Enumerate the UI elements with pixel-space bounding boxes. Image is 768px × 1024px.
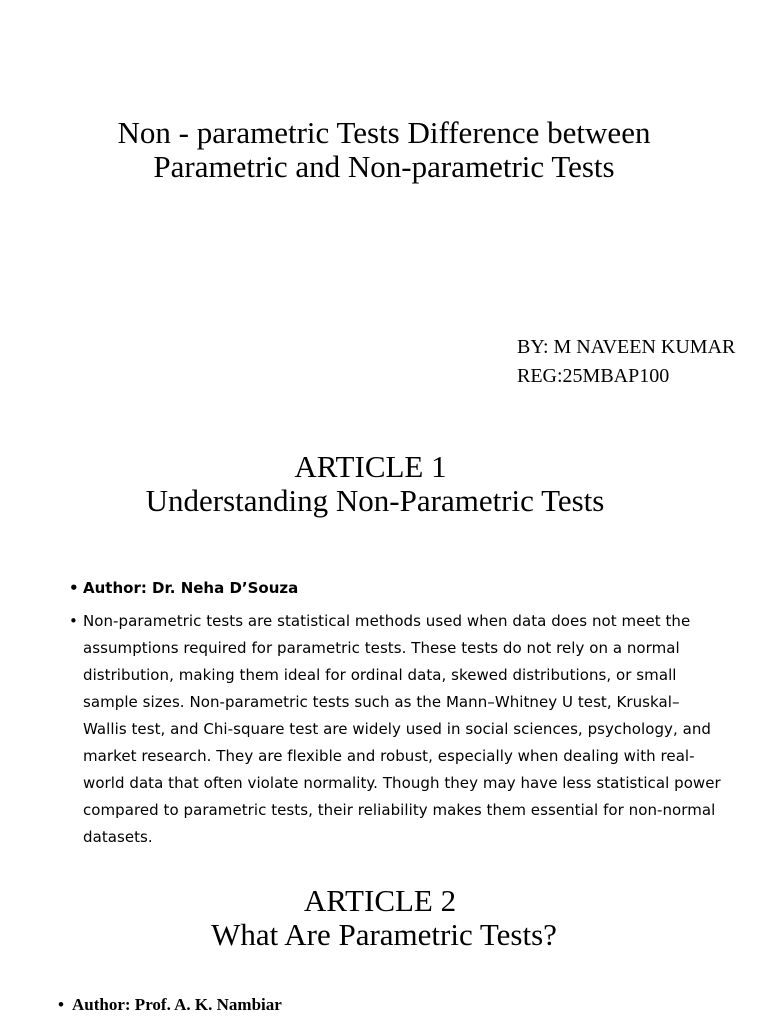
registration-number: REG:25MBAP100 [517, 365, 670, 387]
article-2-title: What Are Parametric Tests? [211, 917, 557, 952]
article-1-heading [0, 450, 768, 518]
bullet-icon: • [69, 579, 79, 597]
article-2-heading [0, 884, 768, 952]
list-item [69, 575, 723, 602]
title-line-2: Parametric and Non-parametric Tests [153, 149, 615, 184]
article-1-author: Author: Dr. Neha D’Souza [83, 579, 299, 597]
list-item [69, 608, 723, 851]
author-name: BY: M NAVEEN KUMAR [517, 336, 736, 358]
article-1-bullets [69, 575, 723, 851]
article-1-body: Non-parametric tests are statistical methods used when data does not meet the assumptions required for parametric tests. These tests do not rely on a normal distribution, making them ideal for ordinal data, skewed distributions, or small sample sizes. Non-parametric tests such as the Mann–Whitney U test, Kruskal–Wallis test, and Chi-square test are widely used in social sciences, psychology, and market research. They are flexible and robust, especially when dealing with real-world data that often violate normality. Though they may have less statistical power compared to parametric tests, their reliability makes them essential for non-normal datasets. [83, 612, 721, 846]
article-2-label: ARTICLE 2 [303, 883, 457, 918]
document-title [0, 116, 768, 184]
bullet-icon: • [58, 995, 64, 1014]
title-line-1: Non - parametric Tests Difference between [117, 115, 651, 150]
list-item [58, 993, 712, 1017]
article-2-author: Author: Prof. A. K. Nambiar [72, 995, 282, 1014]
article-1-title: Understanding Non-Parametric Tests [145, 483, 605, 518]
bullet-icon: • [69, 612, 78, 630]
article-2-bullets [58, 993, 712, 1017]
byline [517, 333, 735, 391]
article-1-label: ARTICLE 1 [294, 449, 447, 484]
